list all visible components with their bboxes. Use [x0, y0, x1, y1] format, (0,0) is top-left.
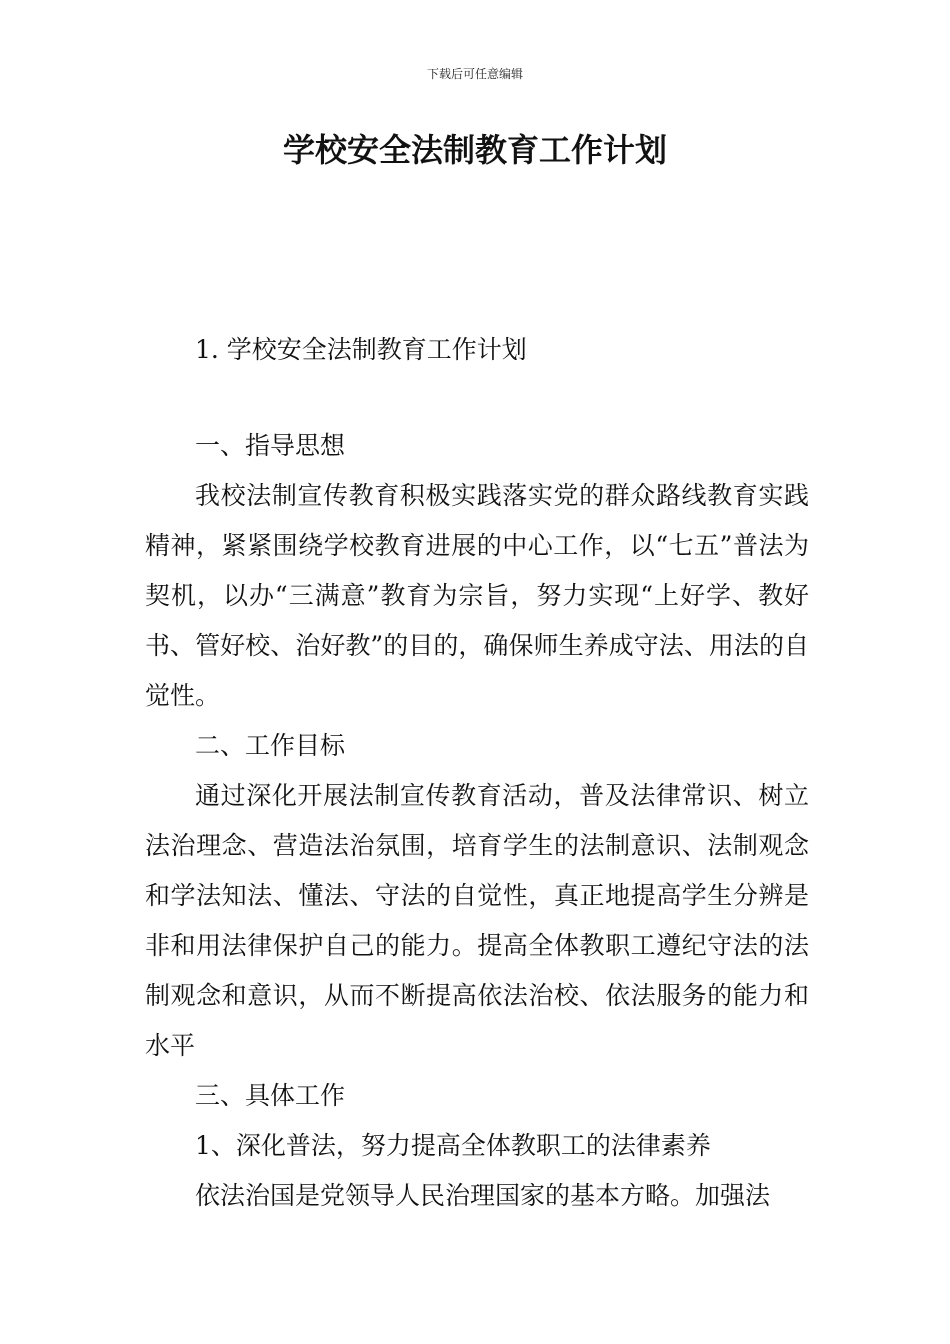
section-heading-work-goals: 二、工作目标: [195, 731, 346, 760]
document-title: 学校安全法制教育工作计划: [282, 131, 667, 169]
section-heading-specific-work: 三、具体工作: [195, 1081, 346, 1110]
document-body: [145, 325, 809, 1221]
paragraph-guiding-ideology: 我校法制宣传教育积极实践落实党的群众路线教育实践精神，紧紧围绕学校教育进展的中心工作，以“七五”普法为契机，以办“三满意”教育为宗旨，努力实现“上好学、教好书、管好校、治好教”的目的，确保师生养成守法、用法的自觉性。: [145, 481, 809, 710]
header-note: 下载后可任意编辑: [426, 67, 523, 81]
section-heading-guiding-ideology: 一、指导思想: [195, 431, 346, 460]
subsection-heading-deepen-law-popularization: 1、深化普法，努力提高全体教职工的法律素养: [195, 1131, 711, 1160]
paragraph-rule-of-law: 依法治国是党领导人民治理国家的基本方略。加强法: [195, 1181, 771, 1210]
paragraph-work-goals: 通过深化开展法制宣传教育活动，普及法律常识、树立法治理念、营造法治氛围，培育学生的法制意识、法制观念和学法知法、懂法、守法的自觉性，真正地提高学生分辨是非和用法律保护自己的能力。提高全体教职工遵纪守法的法制观念和意识，从而不断提高依法治校、依法服务的能力和水平: [145, 781, 809, 1060]
section-heading-numbered: 1. 学校安全法制教育工作计划: [195, 335, 527, 364]
